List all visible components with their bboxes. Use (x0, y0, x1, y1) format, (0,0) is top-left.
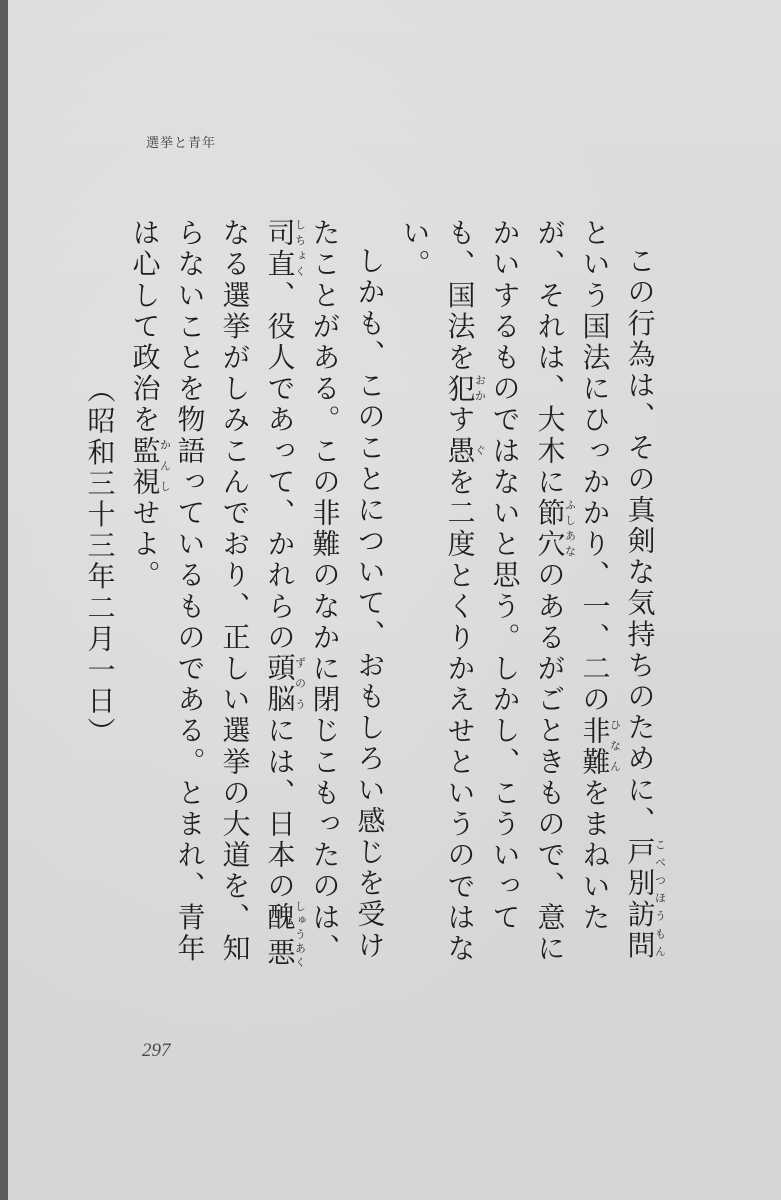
furigana: ふしあな (563, 497, 577, 561)
text-run: す (443, 404, 477, 436)
text-run: には、日本の (263, 715, 297, 903)
body-text (78, 218, 667, 988)
furigana: かんし (158, 435, 172, 498)
furigana: ずのう (293, 653, 307, 716)
ruby-word: 愚ぐ (443, 435, 487, 467)
furigana: ひなん (608, 715, 622, 778)
book-page (8, 0, 781, 1200)
ruby-word: 司直しちょく (263, 218, 307, 281)
text-run: しかも、このことについて、おもしろい感じを受けたことがある。この非難のなかに閉じこもったのは、 (308, 218, 387, 965)
furigana: こべつほうもん (653, 836, 667, 962)
page-number: 297 (142, 1040, 171, 1061)
text-run: なる選挙がしみこんでおり、正しい選挙の大道を、知らないことを物語っているものである。とまれ、青年は心して政治を (128, 218, 252, 965)
furigana: しゅうあく (293, 900, 307, 971)
ruby-word: 非難ひなん (578, 715, 622, 778)
text-run: せよ。 (128, 497, 162, 592)
text-run: という国法にひっかかり、一、二の (578, 218, 612, 716)
furigana: ぐ (473, 435, 487, 467)
ruby-word: 戸別訪問こべつほうもん (623, 836, 667, 962)
ruby-word: 犯おか (443, 373, 487, 405)
dateline: （昭和三十三年二月一日） (83, 374, 117, 748)
ruby-word: 節穴ふしあな (533, 497, 577, 561)
furigana: しちょく (293, 218, 307, 281)
text-run: をまねいたが、それは、大木に (533, 218, 612, 934)
text-run: を二度とくりかえせというのではない。 (398, 218, 477, 965)
ruby-word: 醜悪しゅうあく (263, 900, 307, 971)
paragraph (123, 218, 393, 988)
paragraph (393, 218, 667, 988)
text-run: のあるがごときもので、意にかいするものではないと思う。しかし、こういっても、国法を (443, 218, 567, 965)
ruby-word: 頭脳ずのう (263, 653, 307, 716)
furigana: おか (473, 373, 487, 405)
running-head: 選挙と青年 (146, 136, 217, 151)
ruby-word: 監視かんし (128, 435, 172, 498)
text-run: この行為は、その真剣な気持ちのために、 (623, 246, 657, 837)
text-run: 、役人であって、かれらの (263, 280, 297, 654)
